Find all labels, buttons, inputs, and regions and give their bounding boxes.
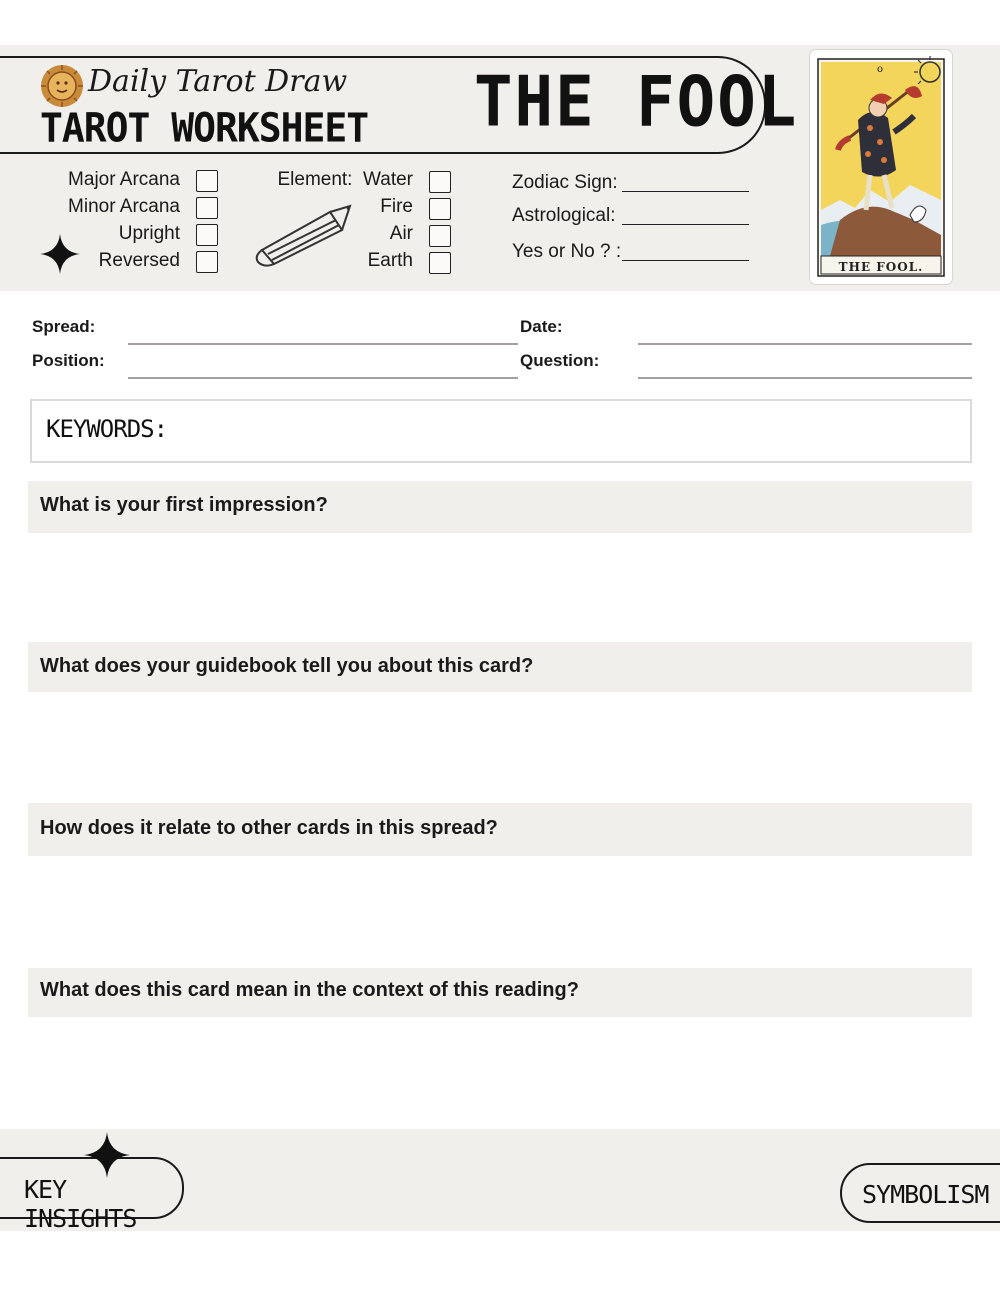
air-checkbox[interactable] xyxy=(429,225,451,247)
brand-title: Daily Tarot Draw xyxy=(88,64,348,99)
water-checkbox[interactable] xyxy=(429,171,451,193)
earth-label: Earth xyxy=(367,250,413,271)
fool-card-illustration xyxy=(810,50,952,284)
card-caption: THE FOOL. xyxy=(838,260,924,274)
card-number: o xyxy=(877,64,884,75)
position-label: Position: xyxy=(32,351,105,370)
question-bar-2 xyxy=(28,642,972,692)
minor-arcana-label: Minor Arcana xyxy=(68,196,180,217)
card-title: THE FOOL xyxy=(474,63,799,143)
position-line[interactable] xyxy=(128,377,518,379)
keywords-box[interactable] xyxy=(30,399,972,463)
reversed-checkbox[interactable] xyxy=(196,251,218,273)
zodiac-line[interactable] xyxy=(622,191,749,192)
date-label: Date: xyxy=(520,317,563,336)
question-bar-1 xyxy=(28,481,972,533)
tarot-card xyxy=(810,50,952,284)
yes-no-line[interactable] xyxy=(622,260,749,261)
spread-line[interactable] xyxy=(128,343,518,345)
worksheet-title: TAROT WORKSHEET xyxy=(40,104,369,152)
major-arcana-label: Major Arcana xyxy=(68,169,180,190)
air-label: Air xyxy=(389,223,413,244)
question-3: How does it relate to other cards in this spread? xyxy=(40,817,498,839)
water-label: Water xyxy=(363,169,413,190)
sparkle-icon xyxy=(40,234,80,274)
astrological-label: Astrological: xyxy=(512,205,616,226)
zodiac-label: Zodiac Sign: xyxy=(512,172,618,193)
question-bar-4 xyxy=(28,968,972,1017)
symbolism-label: SYMBOLISM xyxy=(862,1180,989,1209)
date-line[interactable] xyxy=(638,343,972,345)
spread-label: Spread: xyxy=(32,317,96,336)
sparkle-icon-footer xyxy=(84,1132,130,1178)
fire-checkbox[interactable] xyxy=(429,198,451,220)
fire-label: Fire xyxy=(380,196,413,217)
upright-label: Upright xyxy=(118,223,180,244)
question-1: What is your first impression? xyxy=(40,494,328,516)
symbolism-tab xyxy=(840,1163,1000,1223)
upright-checkbox[interactable] xyxy=(196,224,218,246)
question-line[interactable] xyxy=(638,377,972,379)
yes-no-label: Yes or No ? : xyxy=(512,241,622,262)
astrological-line[interactable] xyxy=(622,224,749,225)
earth-checkbox[interactable] xyxy=(429,252,451,274)
keywords-label: KEYWORDS: xyxy=(46,415,168,443)
pencil-icon xyxy=(252,202,356,268)
question-bar-3 xyxy=(28,803,972,856)
reversed-label: Reversed xyxy=(98,250,180,271)
question-label: Question: xyxy=(520,351,600,370)
sun-icon xyxy=(38,63,86,109)
question-4: What does this card mean in the context of this reading? xyxy=(40,979,579,1001)
element-label: Element: xyxy=(277,169,353,190)
minor-arcana-checkbox[interactable] xyxy=(196,197,218,219)
major-arcana-checkbox[interactable] xyxy=(196,170,218,192)
element-water-label xyxy=(277,169,413,191)
question-2: What does your guidebook tell you about this card? xyxy=(40,655,534,677)
key-insights-label: KEY INSIGHTS xyxy=(24,1175,137,1233)
